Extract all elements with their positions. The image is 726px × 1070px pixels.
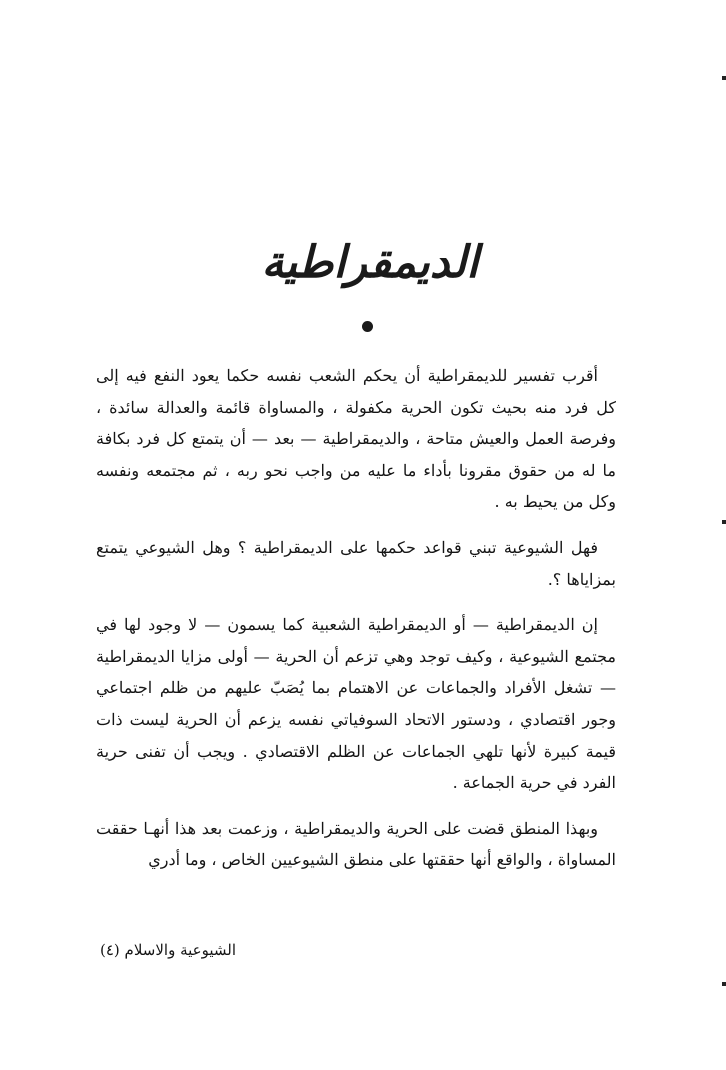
paragraph: أقرب تفسير للديمقراطية أن يحكم الشعب نفسه حكما يعود النفع فيه إلى كل فرد منه بحيث تكون الحرية مكفولة ، والمساواة قائمة والعدالة سائدة ، وفرصة العمل والعيش متاحة ، والديمقراطية — بعد — أن يتمتع كل فرد بكافة ما له من حقوق مقرونا بأداء ما عليه من واجب نحو ربه ، ثم مجتمعه ونفسه وكل من يحيط به . <box>96 366 616 512</box>
margin-speck <box>722 76 726 80</box>
page-footer: الشيوعية والاسلام (٤) <box>100 941 236 959</box>
margin-speck <box>722 982 726 986</box>
paragraph: فهل الشيوعية تبني قواعد حكمها على الديمقراطية ؟ وهل الشيوعي يتمتع بمزاياها ؟. <box>96 537 616 589</box>
margin-speck <box>722 520 726 524</box>
chapter-title: الديمقراطية <box>261 237 479 288</box>
title-ornament-dot <box>362 321 373 332</box>
paragraph: وبهذا المنطق قضت على الحرية والديمقراطية ، وزعمت بعد هذا أنهـا حققت المساواة ، والواقع أنها حققتها على منطق الشيوعيين الخاص ، وما أدري <box>96 818 616 870</box>
paragraph: إن الديمقراطية — أو الديمقراطية الشعبية كما يسمون — لا وجود لها في مجتمع الشيوعية ، وكيف توجد وهي تزعم أن الحرية — أولى مزايا الديمقراطية — تشغل الأفراد والجماعات عن الاهتمام بما يُصَبّ عليهم من ظلم اجتماعي وجور اقتصادي ، ودستور الاتحاد السوفياتي نفسه يزعم أن الحرية ليست ذات قيمة كبيرة لأنها تلهي الجماعات عن الظلم الاقتصادي . ويجب أن تفنى حرية الفرد في حرية الجماعة . <box>96 615 616 793</box>
body-text <box>96 360 616 890</box>
